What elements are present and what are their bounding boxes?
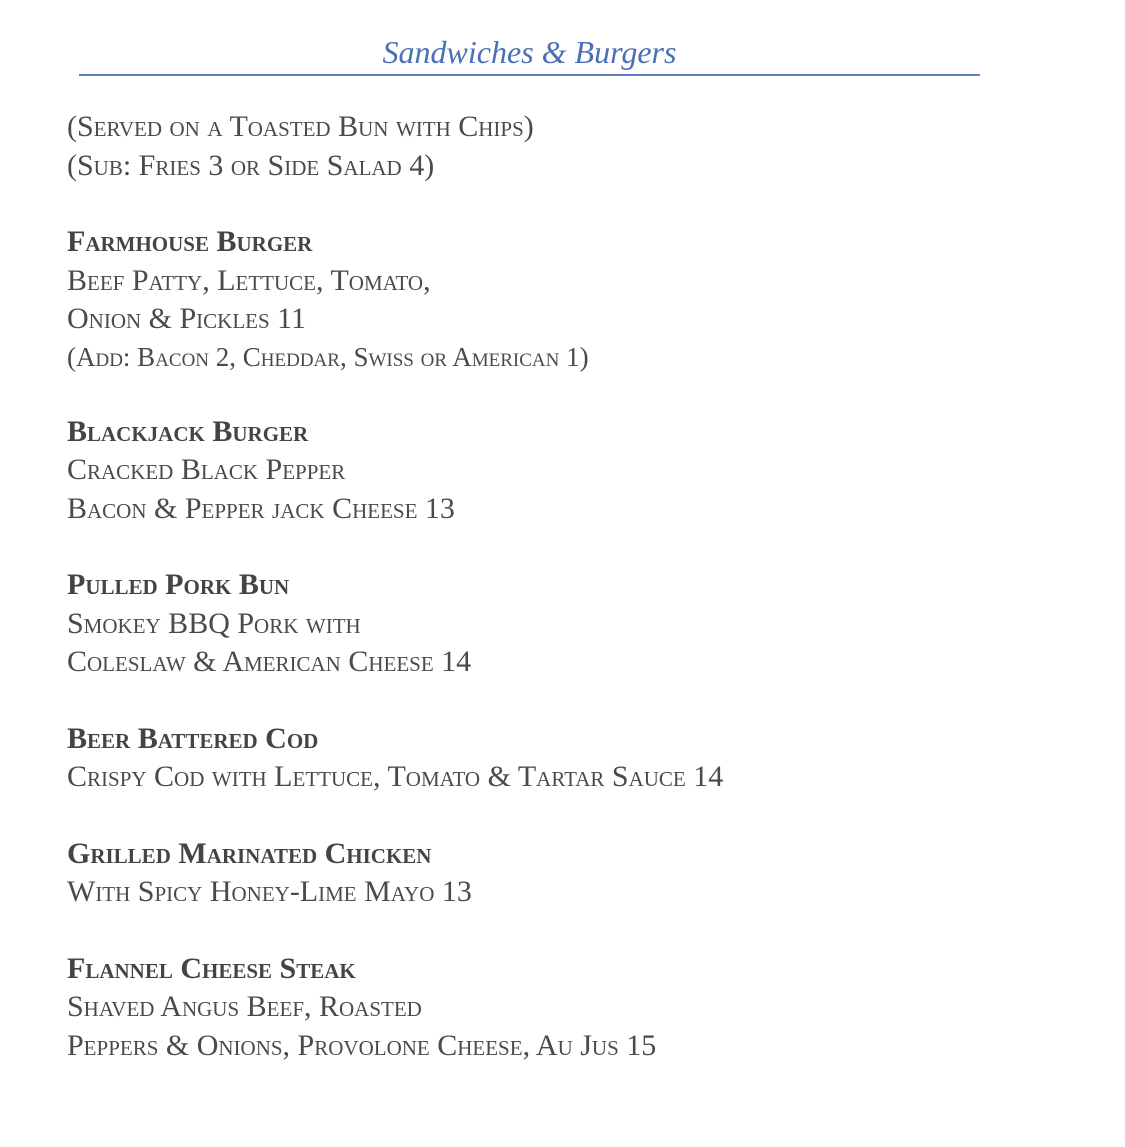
menu-item-name: Beer Battered Cod [67, 721, 319, 755]
menu-item-name: Blackjack Burger [67, 414, 309, 448]
menu-item-description: Cracked Black Pepper [67, 453, 346, 486]
section-title: Sandwiches & Burgers [382, 34, 677, 70]
menu-item-name: Pulled Pork Bun [67, 568, 290, 601]
menu-item-name: Flannel Cheese Steak [67, 951, 356, 985]
menu-item-grilled-marinated-chicken [67, 835, 1067, 912]
intro-line-served: (Served on a Toasted Bun with Chips) [67, 110, 534, 143]
menu-item-pulled-pork-bun [67, 566, 1067, 682]
menu-item-flannel-cheese-steak [67, 950, 1067, 1066]
menu-item-blackjack-burger [67, 413, 1067, 529]
menu-item-description: Smokey BBQ Pork with [67, 606, 361, 640]
section-header [79, 32, 980, 76]
menu-item-farmhouse-burger [67, 223, 1067, 375]
menu-item-description: Beef Patty, Lettuce, Tomato, [67, 263, 431, 297]
menu-item-description: Peppers & Onions, Provolone Cheese, Au Jus 15 [67, 1028, 657, 1062]
menu-item-name: Grilled Marinated Chicken [67, 836, 432, 870]
menu-item-description: Coleslaw & American Cheese 14 [67, 645, 472, 678]
menu-item-description: With Spicy Honey-Lime Mayo 13 [67, 875, 472, 908]
menu-item-note: (Add: Bacon 2, Cheddar, Swiss or American 1) [67, 341, 589, 372]
menu-item-description: Shaved Angus Beef, Roasted [67, 990, 422, 1023]
menu-item-description: Onion & Pickles 11 [67, 302, 307, 335]
menu-item-beer-battered-cod [67, 720, 1067, 797]
menu-content [67, 108, 1067, 1065]
menu-item-description: Bacon & Pepper jack Cheese 13 [67, 491, 455, 525]
intro-line-sub: (Sub: Fries 3 or Side Salad 4) [67, 148, 435, 182]
menu-item-description: Crispy Cod with Lettuce, Tomato & Tartar Sauce 14 [67, 760, 724, 793]
intro-block [67, 108, 1067, 185]
menu-item-name: Farmhouse Burger [67, 225, 313, 258]
